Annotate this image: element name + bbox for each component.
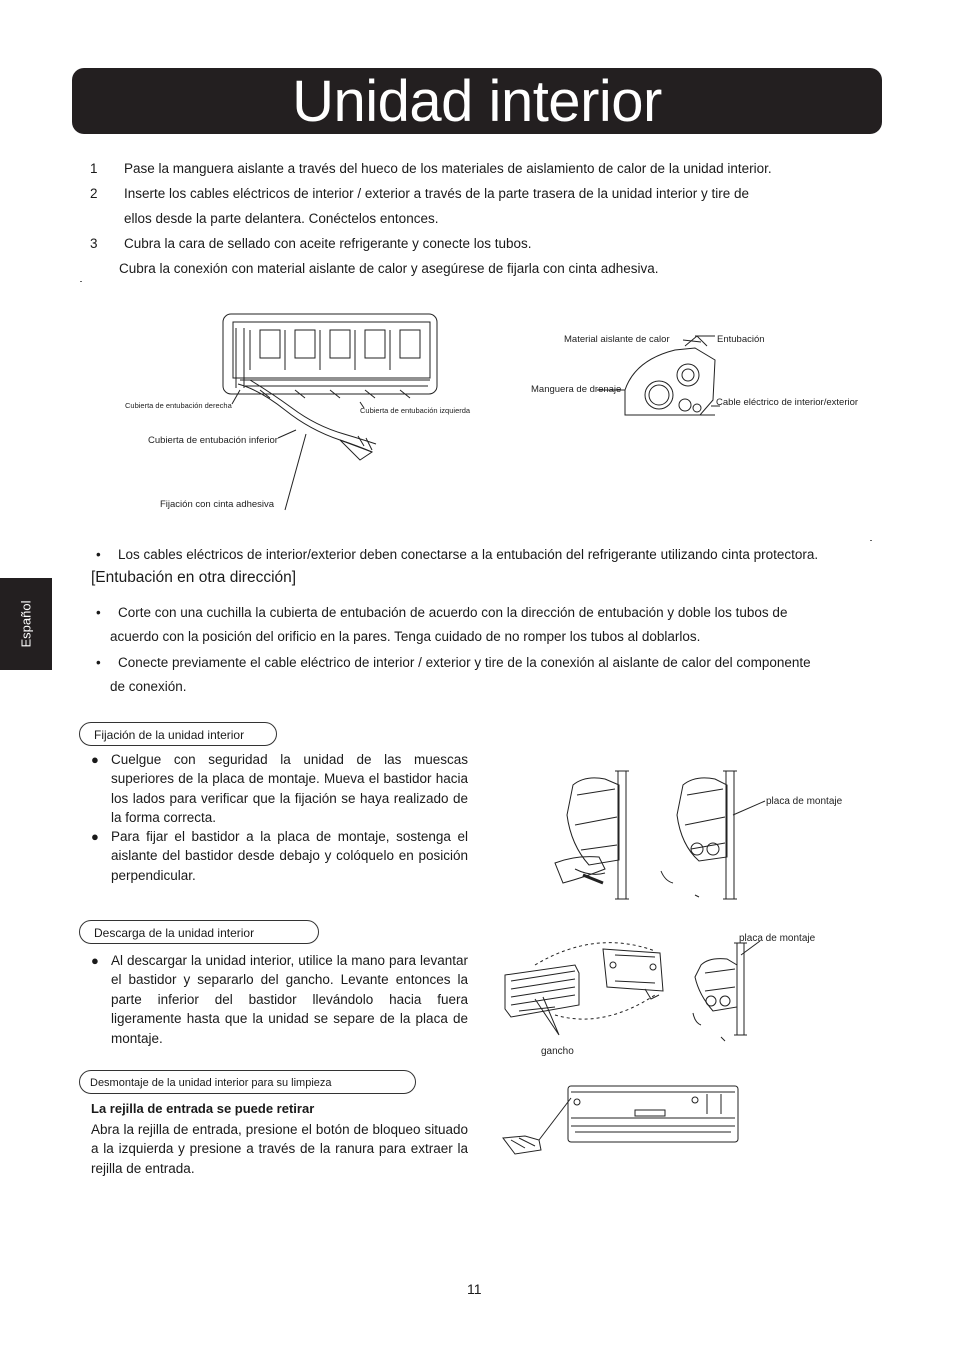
bullet-dot: ● [91, 752, 99, 767]
mounting-plate-label: placa de montaje [766, 796, 843, 807]
unloading-diagram [495, 925, 855, 1065]
left-cover-label: Cubierta de entubación izquierda [360, 406, 471, 415]
step-3 [90, 231, 850, 256]
cleaning-text: Abra la rejilla de entrada, presione el botón de bloqueo situado a la izquierda y presione a través de la ranura para extraer la rejilla de entrada. [91, 1122, 468, 1176]
step-text: Cubra la cara de sellado con aceite refrigerante y conecte los tubos. [124, 236, 532, 251]
piping-diagram [110, 300, 500, 525]
cables-note-text: Los cables eléctricos de interior/exterior deben conectarse a la entubación del refrigerante utilizando cinta protectora. [118, 547, 819, 562]
bullet-text: Conecte previamente el cable eléctrico de interior / exterior y tire de la conexión al aislante de calor del componente [118, 655, 811, 670]
section-heading: [Entubación en otra dirección] [91, 569, 297, 586]
page-title: Unidad interior [292, 69, 662, 134]
fixing-diagram [545, 765, 885, 910]
step-number: 2 [90, 186, 98, 201]
tape-label: Fijación con cinta adhesiva [160, 499, 275, 510]
bullet-text: Al descargar la unidad interior, utilice la mano para levantar el bastidor y separarlo del gancho. Levante entonces la parte inferior del bastidor llevándolo hacia fuera ligeramente hasta que la unidad se separe de la placa de montaje. [111, 953, 468, 1046]
bottom-cover-label: Cubierta de entubación inferior [148, 435, 278, 446]
bullet: • [96, 655, 101, 670]
title-bar [72, 68, 882, 134]
hook-label: gancho [541, 1046, 574, 1057]
insulation-label: Material aislante de calor [564, 334, 670, 345]
bullet: • [96, 605, 101, 620]
margin-mark [870, 540, 872, 541]
direction-bullet-2-cont: de conexión. [110, 679, 187, 694]
bullet-text: Para fijar el bastidor a la placa de montaje, sostenga el aislante del bastidor desde debajo y colóquelo en posición perpendicular. [111, 829, 468, 883]
cable-label: Cable eléctrico de interior/exterior [716, 397, 859, 408]
bullet-dot: ● [91, 829, 99, 844]
right-cover-label: Cubierta de entubación derecha [125, 401, 232, 410]
cleaning-tag: Desmontaje de la unidad interior para su limpieza [79, 1070, 416, 1094]
language-label: Español [18, 600, 34, 648]
installation-steps [90, 156, 850, 281]
direction-bullet-1 [96, 601, 787, 625]
page-number: 11 [467, 1281, 482, 1297]
fixing-bullet-1 [91, 750, 468, 828]
step-number: 1 [90, 161, 98, 176]
unloading-tag: Descarga de la unidad interior [79, 920, 319, 944]
step-text: Pase la manguera aislante a través del hueco de los materiales de aislamiento de calor de la unidad interior. [124, 161, 772, 176]
unloading-bullet [91, 951, 468, 1048]
direction-bullet-1-cont: acuerdo con la posición del orificio en la pares. Tenga cuidado de no romper los tubos al doblarlos. [110, 629, 701, 644]
mounting-plate-label: placa de montaje [739, 933, 816, 944]
bullet-dot: ● [91, 953, 99, 968]
step-text: Inserte los cables eléctricos de interior / exterior a través de la parte trasera de la unidad interior y tire de [124, 186, 750, 201]
margin-mark [80, 281, 82, 282]
step-1 [90, 156, 850, 181]
cleaning-subheading: La rejilla de entrada se puede retirar [91, 1101, 315, 1116]
piping-label: Entubación [717, 334, 765, 345]
bullet-text: Cuelgue con seguridad la unidad de las muescas superiores de la placa de montaje. Mueva el bastidor hacia los lados para verificar que la fijación se haya realizado de la forma correcta. [111, 752, 468, 826]
bullet-text: Corte con una cuchilla la cubierta de entubación de acuerdo con la dirección de entubación y doble los tubos de [118, 605, 788, 620]
fixing-bullet-2 [91, 827, 468, 885]
drain-hose-label: Manguera de drenaje [531, 384, 622, 395]
cables-note [96, 543, 818, 567]
language-side-tab [0, 578, 52, 670]
step-2-continuation: ellos desde la parte delantera. Conéctelos entonces. [124, 211, 439, 226]
step-2 [90, 181, 850, 206]
cleaning-diagram [495, 1080, 745, 1160]
piping-cross-section [525, 320, 885, 430]
direction-bullet-2 [96, 651, 811, 675]
step-number: 3 [90, 236, 98, 251]
fixing-tag: Fijación de la unidad interior [79, 722, 277, 746]
bullet: • [96, 547, 101, 562]
step-3-note: Cubra la conexión con material aislante de calor y asegúrese de fijarla con cinta adhesiva. [119, 261, 659, 276]
